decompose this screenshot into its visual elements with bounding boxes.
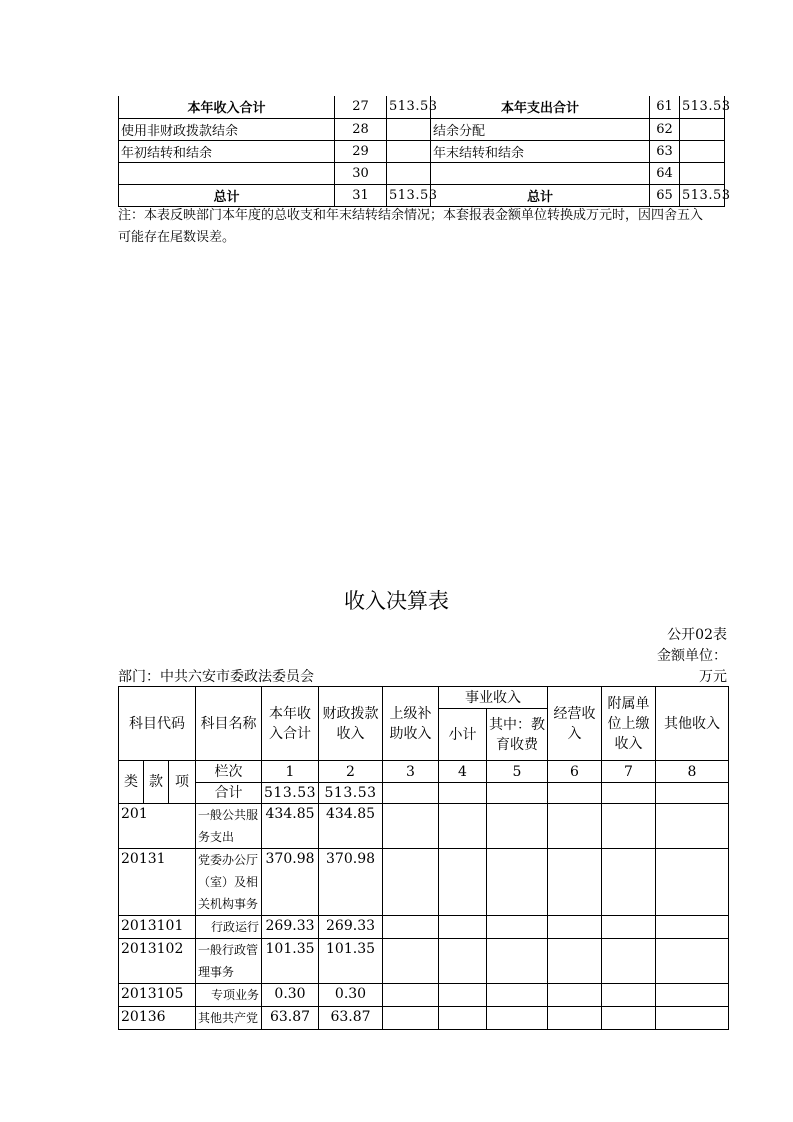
summary-row [119, 140, 725, 162]
empty-cell [383, 783, 439, 804]
amount-total: 101.35 [262, 939, 319, 984]
summary-left-amount [387, 162, 431, 184]
empty-cell [656, 916, 729, 939]
summary-left-number: 30 [335, 162, 387, 184]
empty-cell [548, 939, 602, 984]
empty-cell [656, 804, 729, 849]
empty-cell [487, 849, 548, 916]
summary-left-amount [387, 140, 431, 162]
empty-cell [439, 783, 487, 804]
table-note-line-1: 注：本表反映部门本年度的总收支和年末结转结余情况；本套报表金额单位转换成万元时，因四舍五入 [118, 208, 704, 223]
empty-cell [487, 916, 548, 939]
summary-right-label: 本年支出合计 [431, 96, 650, 118]
summary-right-number: 62 [650, 118, 680, 140]
empty-cell [439, 916, 487, 939]
column-number-7: 7 [602, 761, 656, 783]
summary-right-amount [680, 140, 725, 162]
empty-cell [439, 984, 487, 1007]
summary-row [119, 118, 725, 140]
empty-cell [656, 783, 729, 804]
empty-cell [383, 916, 439, 939]
sum-fiscal: 513.53 [319, 783, 383, 804]
unit-value: 万元 [699, 669, 727, 685]
department-label: 部门：中共六安市委政法委员会 [118, 669, 314, 685]
income-table [118, 686, 729, 1030]
summary-left-amount [387, 118, 431, 140]
empty-cell [656, 984, 729, 1007]
table-row [119, 804, 729, 849]
summary-right-amount [680, 118, 725, 140]
empty-cell [487, 1007, 548, 1030]
header-other: 其他收入 [656, 687, 729, 761]
summary-table [118, 96, 731, 207]
empty-cell [548, 804, 602, 849]
summary-right-label [431, 162, 650, 184]
summary-right-number: 64 [650, 162, 680, 184]
summary-left-number: 28 [335, 118, 387, 140]
summary-right-label: 结余分配 [431, 118, 650, 140]
empty-cell [548, 849, 602, 916]
empty-cell [487, 804, 548, 849]
empty-cell [602, 783, 656, 804]
empty-cell [602, 984, 656, 1007]
amount-fiscal: 434.85 [319, 804, 383, 849]
unit-label: 金额单位： [657, 648, 727, 664]
column-number-5: 5 [487, 761, 548, 783]
subject-name: 一般行政管理事务 [196, 939, 262, 984]
empty-cell [656, 1007, 729, 1030]
empty-cell [439, 804, 487, 849]
amount-total: 63.87 [262, 1007, 319, 1030]
table-row [119, 939, 729, 984]
empty-cell [383, 939, 439, 984]
table-row [119, 849, 729, 916]
header-superior: 上级补助收入 [383, 687, 439, 761]
summary-right-number: 61 [650, 96, 680, 118]
column-number-3: 3 [383, 761, 439, 783]
empty-cell [656, 849, 729, 916]
empty-cell [383, 849, 439, 916]
summary-row [119, 162, 725, 184]
page-title: 收入决算表 [344, 589, 449, 613]
header-affiliated: 附属单位上缴收入 [602, 687, 656, 761]
summary-left-label: 使用非财政拨款结余 [119, 118, 335, 140]
empty-cell [383, 804, 439, 849]
summary-row [119, 96, 725, 118]
empty-cell [602, 939, 656, 984]
column-number-4: 4 [439, 761, 487, 783]
amount-fiscal: 0.30 [319, 984, 383, 1007]
header-fiscal: 财政拨款收入 [319, 687, 383, 761]
subject-code: 20131 [119, 849, 196, 916]
summary-right-number: 65 [650, 184, 680, 206]
column-number-2: 2 [319, 761, 383, 783]
subject-name: 行政运行 [196, 916, 262, 939]
empty-cell [602, 916, 656, 939]
subject-code: 201 [119, 804, 196, 849]
summary-left-amount: 513.53 [387, 96, 431, 118]
summary-right-amount: 513.53 [680, 184, 725, 206]
summary-left-number: 27 [335, 96, 387, 118]
amount-fiscal: 101.35 [319, 939, 383, 984]
summary-left-amount: 513.53 [387, 184, 431, 206]
summary-left-label [119, 162, 335, 184]
amount-total: 269.33 [262, 916, 319, 939]
amount-total: 434.85 [262, 804, 319, 849]
subject-code: 2013101 [119, 916, 196, 939]
empty-cell [487, 939, 548, 984]
header-kuan: 款 [144, 761, 169, 804]
summary-left-label: 年初结转和结余 [119, 140, 335, 162]
summary-right-amount [680, 162, 725, 184]
form-number: 公开02表 [667, 627, 727, 643]
empty-cell [548, 984, 602, 1007]
summary-left-number: 29 [335, 140, 387, 162]
header-operating: 经营收入 [548, 687, 602, 761]
summary-right-label: 年末结转和结余 [431, 140, 650, 162]
header-name: 科目名称 [196, 687, 262, 761]
empty-cell [602, 804, 656, 849]
summary-right-number: 63 [650, 140, 680, 162]
subject-code: 2013105 [119, 984, 196, 1007]
empty-cell [602, 849, 656, 916]
empty-cell [439, 849, 487, 916]
amount-fiscal: 269.33 [319, 916, 383, 939]
empty-cell [487, 783, 548, 804]
table-note-line-2: 可能存在尾数误差。 [118, 230, 236, 245]
amount-fiscal: 370.98 [319, 849, 383, 916]
header-business: 事业收入 [439, 687, 548, 709]
subject-name: 专项业务 [196, 984, 262, 1007]
table-row [119, 916, 729, 939]
subject-code: 2013102 [119, 939, 196, 984]
empty-cell [548, 916, 602, 939]
header-subtotal: 小计 [439, 709, 487, 761]
column-number-label: 栏次 [196, 761, 262, 783]
empty-cell [383, 984, 439, 1007]
summary-left-number: 31 [335, 184, 387, 206]
header-code: 科目代码 [119, 687, 196, 761]
empty-cell [656, 939, 729, 984]
empty-cell [439, 1007, 487, 1030]
header-xiang: 项 [169, 761, 196, 804]
summary-left-label: 总计 [119, 184, 335, 206]
column-number-1: 1 [262, 761, 319, 783]
column-number-6: 6 [548, 761, 602, 783]
empty-cell [383, 1007, 439, 1030]
empty-cell [548, 1007, 602, 1030]
header-lei: 类 [119, 761, 144, 804]
subject-name: 一般公共服务支出 [196, 804, 262, 849]
summary-right-amount: 513.53 [680, 96, 725, 118]
summary-left-label: 本年收入合计 [119, 96, 335, 118]
column-number-8: 8 [656, 761, 729, 783]
empty-cell [439, 939, 487, 984]
header-edu: 其中：教育收费 [487, 709, 548, 761]
amount-total: 0.30 [262, 984, 319, 1007]
summary-right-label: 总计 [431, 184, 650, 206]
summary-row [119, 184, 725, 206]
empty-cell [548, 783, 602, 804]
sum-label: 合计 [196, 783, 262, 804]
subject-code: 20136 [119, 1007, 196, 1030]
subject-name: 党委办公厅（室）及相关机构事务 [196, 849, 262, 916]
table-row [119, 1007, 729, 1030]
sum-total: 513.53 [262, 783, 319, 804]
subject-name: 其他共产党 [196, 1007, 262, 1030]
empty-cell [602, 1007, 656, 1030]
amount-fiscal: 63.87 [319, 1007, 383, 1030]
header-total: 本年收入合计 [262, 687, 319, 761]
empty-cell [487, 984, 548, 1007]
table-row [119, 984, 729, 1007]
amount-total: 370.98 [262, 849, 319, 916]
